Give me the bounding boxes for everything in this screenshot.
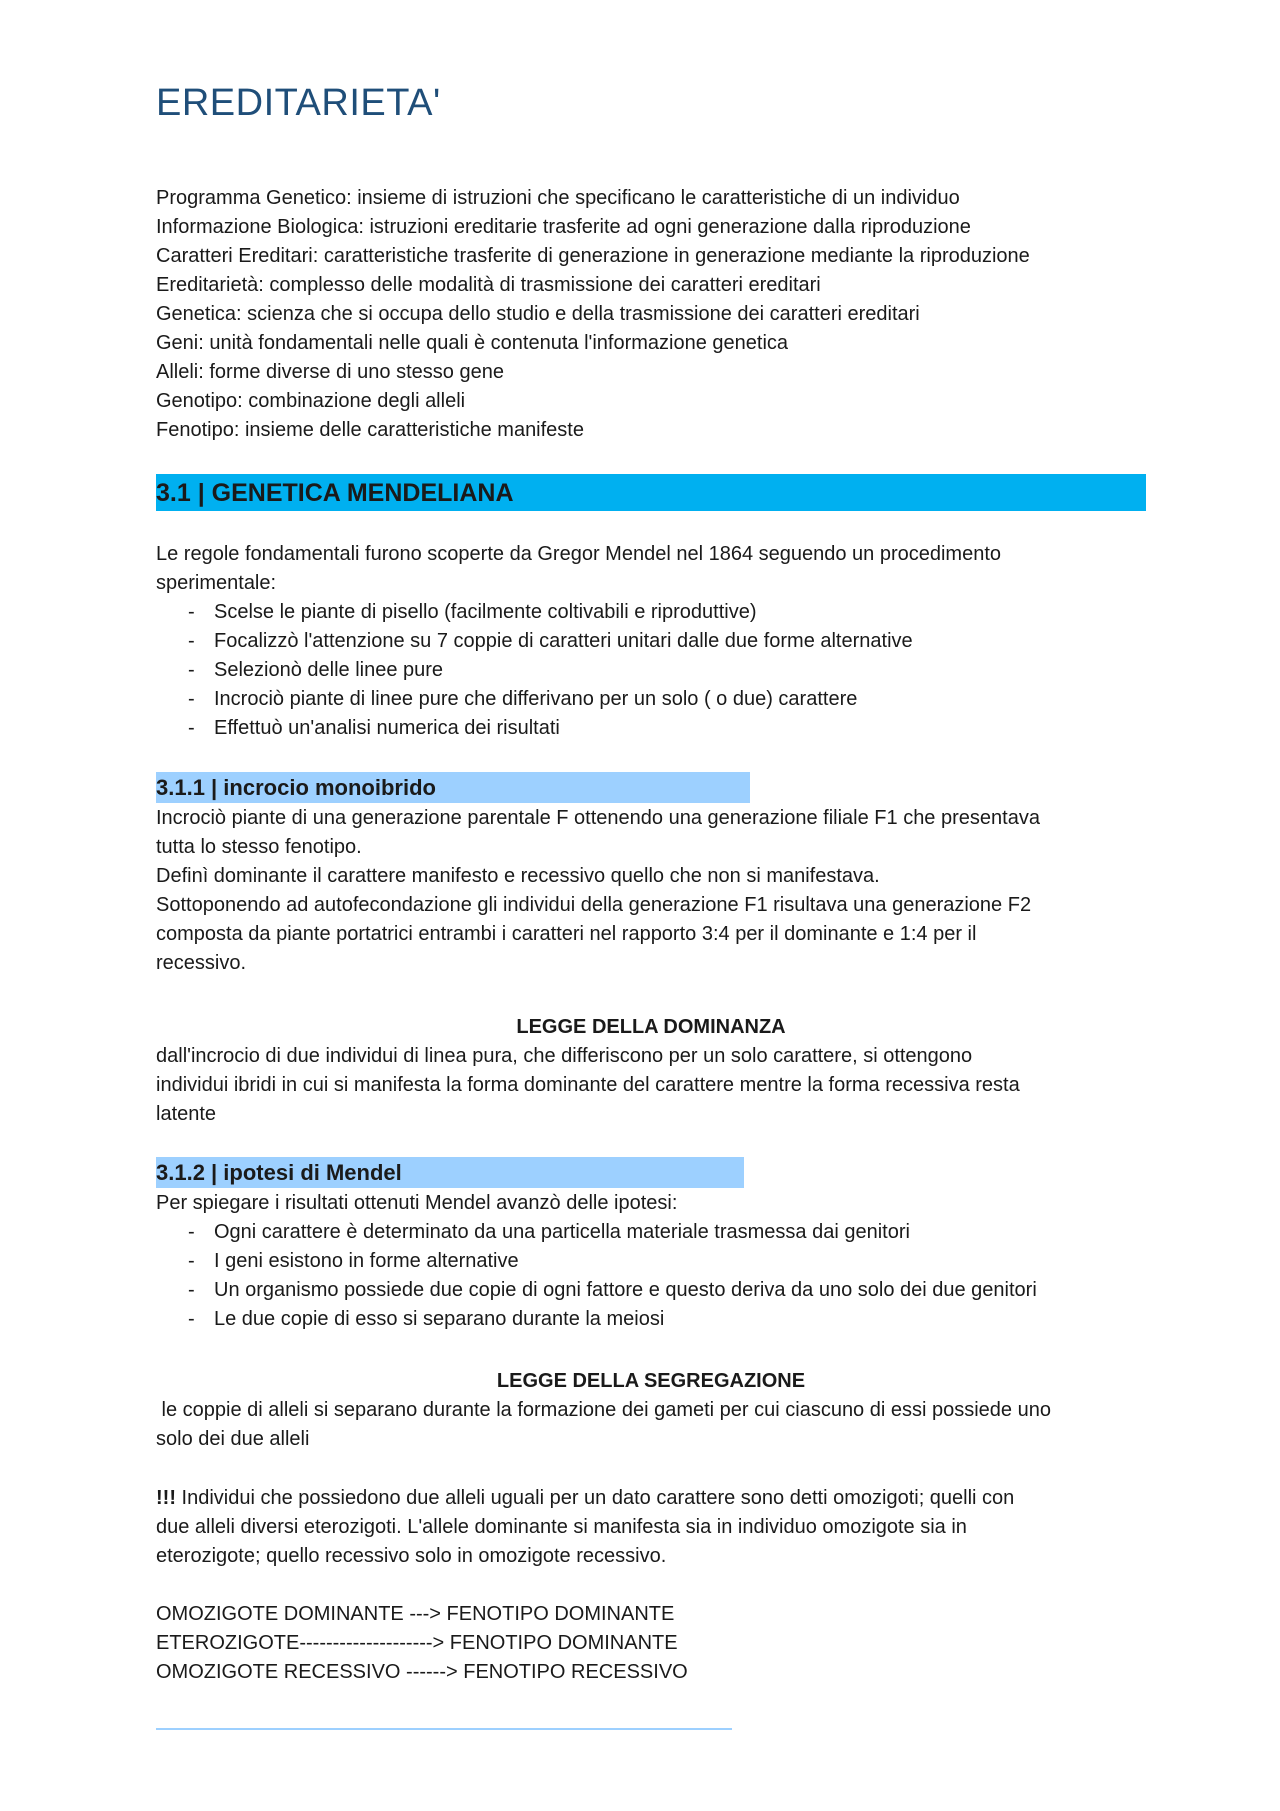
note-text: Individui che possiedono due alleli uguali per un dato carattere sono detti omozigoti; quelli con [175, 1487, 1015, 1509]
definition-line: Caratteri Ereditari: caratteristiche trasferite di generazione in generazione mediante la riproduzione [156, 245, 1030, 267]
list-item: - Incrociò piante di linee pure che differivano per un solo ( o due) carattere [156, 685, 1001, 714]
definition-line: Informazione Biologica: istruzioni ereditarie trasferite ad ogni generazione dalla riproduzione [156, 216, 971, 238]
list-item: - I geni esistono in forme alternative [156, 1247, 1037, 1276]
definitions-list [156, 184, 1030, 445]
paragraph-line: Per spiegare i risultati ottenuti Mendel avanzò delle ipotesi: [156, 1192, 678, 1214]
paragraph-line: individui ibridi in cui si manifesta la forma dominante del carattere mentre la forma recessiva resta [156, 1074, 1020, 1096]
paragraph-line: Le regole fondamentali furono scoperte da Gregor Mendel nel 1864 seguendo un procedimento [156, 543, 1002, 565]
list-item: - Selezionò delle linee pure [156, 656, 1001, 685]
page-title: EREDITARIETA' [156, 82, 441, 124]
section-312-body [156, 1189, 1037, 1334]
definition-line: Genetica: scienza che si occupa dello studio e della trasmissione dei caratteri ereditari [156, 303, 920, 325]
definition-line: Geni: unità fondamentali nelle quali è contenuta l'informazione genetica [156, 332, 789, 354]
law-segregation-title: LEGGE DELLA SEGREGAZIONE [496, 1370, 806, 1392]
paragraph-line: solo dei due alleli [156, 1428, 310, 1450]
genotype-line: ETEROZIGOTE--------------------> FENOTIPO DOMINANTE [156, 1632, 678, 1654]
list-item: - Scelse le piante di pisello (facilmente coltivabili e riproduttive) [156, 598, 1001, 627]
definition-line: Alleli: forme diverse di uno stesso gene [156, 361, 504, 383]
definition-line: Fenotipo: insieme delle caratteristiche manifeste [156, 419, 584, 441]
paragraph-line: le coppie di alleli si separano durante la formazione dei gameti per cui ciascuno di essi possiede uno [156, 1399, 1051, 1421]
subsection-heading-incrocio-monoibrido: 3.1.1 | incrocio monoibrido [156, 772, 750, 803]
genotype-line: OMOZIGOTE RECESSIVO ------> FENOTIPO RECESSIVO [156, 1661, 688, 1683]
list-item: - Un organismo possiede due copie di ogni fattore e questo deriva da uno solo dei due genitori [156, 1276, 1037, 1305]
list-item: - Effettuò un'analisi numerica dei risultati [156, 714, 1001, 743]
note-first-line [156, 1484, 1014, 1513]
genotype-line: OMOZIGOTE DOMINANTE ---> FENOTIPO DOMINANTE [156, 1603, 675, 1625]
paragraph-line: Definì dominante il carattere manifesto e recessivo quello che non si manifestava. [156, 865, 880, 887]
section-311-body [156, 804, 1040, 978]
section-heading-genetica-mendeliana: 3.1 | GENETICA MENDELIANA [156, 474, 1146, 511]
paragraph-line: tutta lo stesso fenotipo. [156, 836, 362, 858]
definition-line: Genotipo: combinazione degli alleli [156, 390, 466, 412]
paragraph-line: Sottoponendo ad autofecondazione gli individui della generazione F1 risultava una generazione F2 [156, 894, 1032, 916]
paragraph-line: latente [156, 1103, 217, 1125]
subsection-heading-ipotesi-di-mendel: 3.1.2 | ipotesi di Mendel [156, 1157, 744, 1188]
paragraph-line: due alleli diversi eterozigoti. L'allele dominante si manifesta sia in individuo omozigote sia in [156, 1516, 967, 1538]
paragraph-line: dall'incrocio di due individui di linea pura, che differiscono per un solo carattere, si ottengono [156, 1045, 973, 1067]
definition-line: Ereditarietà: complesso delle modalità di trasmissione dei caratteri ereditari [156, 274, 821, 296]
law-dominance-body [156, 1042, 1020, 1129]
list-item: - Le due copie di esso si separano durante la meiosi [156, 1305, 1037, 1334]
definition-line: Programma Genetico: insieme di istruzioni che specificano le caratteristiche di un individuo [156, 187, 960, 209]
paragraph-line: recessivo. [156, 952, 247, 974]
genotype-phenotype-list [156, 1600, 688, 1687]
note-block [156, 1484, 1014, 1571]
law-segregation-body [156, 1396, 1051, 1454]
list-item: - Focalizzò l'attenzione su 7 coppie di caratteri unitari dalle due forme alternative [156, 627, 1001, 656]
list-item: - Ogni carattere è determinato da una particella materiale trasmessa dai genitori [156, 1218, 1037, 1247]
paragraph-line: eterozigote; quello recessivo solo in omozigote recessivo. [156, 1545, 667, 1567]
law-dominance-title: LEGGE DELLA DOMINANZA [516, 1016, 786, 1038]
divider [156, 1728, 732, 1730]
warning-marker: !!! [156, 1487, 176, 1509]
section-31-body [156, 540, 1001, 743]
paragraph-line: composta da piante portatrici entrambi i caratteri nel rapporto 3:4 per il dominante e 1:4 per il [156, 923, 977, 945]
paragraph-line: sperimentale: [156, 572, 277, 594]
paragraph-line: Incrociò piante di una generazione parentale F ottenendo una generazione filiale F1 che presentava [156, 807, 1040, 829]
